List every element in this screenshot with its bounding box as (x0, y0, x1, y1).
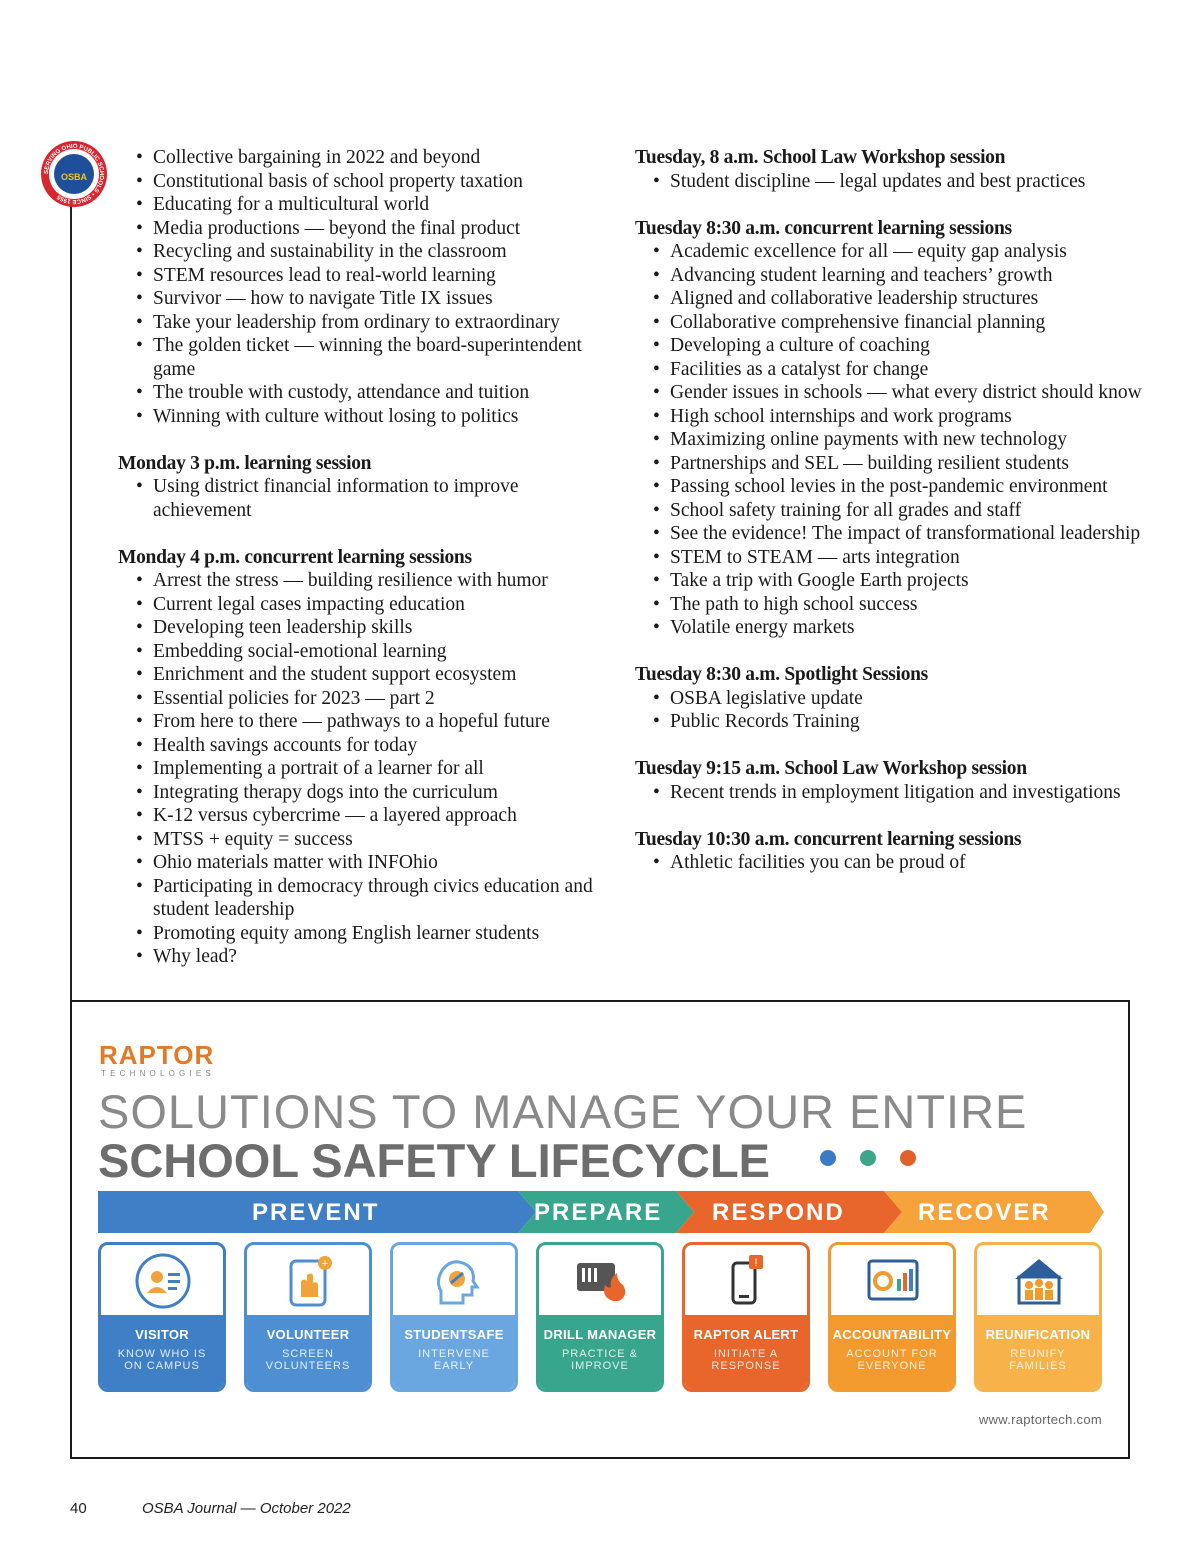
accent-dot-orange (900, 1150, 916, 1166)
journal-title: OSBA Journal — October 2022 (142, 1500, 351, 1517)
list-item: • Using district financial information to improve achievement (118, 475, 608, 522)
left-column (118, 146, 608, 992)
list-item: • Aligned and collaborative leadership structures (635, 287, 1145, 311)
session-section (635, 828, 1145, 875)
card-subtitle: KNOW WHO IS ON CAMPUS (117, 1348, 207, 1372)
list-item: • The trouble with custody, attendance and tuition (118, 381, 608, 405)
phase-label-respond: RESPOND (712, 1199, 845, 1226)
list-item: • Health savings accounts for today (118, 734, 608, 758)
list-item: • Educating for a multicultural world (118, 193, 608, 217)
right-column (635, 146, 1145, 898)
phase-label-recover: RECOVER (918, 1199, 1051, 1226)
card-title: STUDENTSAFE (404, 1327, 504, 1342)
list-item: • Advancing student learning and teachers’ growth (635, 264, 1145, 288)
card-title: VOLUNTEER (266, 1327, 350, 1342)
list-item: • Take your leadership from ordinary to extraordinary (118, 311, 608, 335)
list-item: • Academic excellence for all — equity gap analysis (635, 240, 1145, 264)
list-item: • Athletic facilities you can be proud of (635, 851, 1145, 875)
card-title: DRILL MANAGER (543, 1327, 657, 1342)
list-item: • Recent trends in employment litigation and investigations (635, 781, 1145, 805)
product-card (536, 1242, 664, 1392)
session-list (635, 687, 1145, 734)
card-title: RAPTOR ALERT (693, 1327, 799, 1342)
card-subtitle: PRACTICE & IMPROVE (561, 1348, 638, 1372)
session-heading: Tuesday 10:30 a.m. concurrent learning sessions (635, 828, 1022, 850)
alert-phone-icon (719, 1253, 775, 1309)
product-card (682, 1242, 810, 1392)
card-title: REUNIFICATION (985, 1327, 1091, 1342)
list-item: • Student discipline — legal updates and best practices (635, 170, 1145, 194)
list-item: • Collective bargaining in 2022 and beyond (118, 146, 608, 170)
raptor-advertisement (70, 1000, 1130, 1459)
list-item: • Participating in democracy through civics education and student leadership (118, 875, 608, 922)
list-item: • The golden ticket — winning the board-superintendent game (118, 334, 608, 381)
svg-text:OSBA: OSBA (60, 172, 88, 182)
product-card (974, 1242, 1102, 1392)
list-item: • Facilities as a catalyst for change (635, 358, 1145, 382)
list-item: • Public Records Training (635, 710, 1145, 734)
list-item: • Promoting equity among English learner students (118, 922, 608, 946)
list-item: • Developing teen leadership skills (118, 616, 608, 640)
list-item: • Winning with culture without losing to politics (118, 405, 608, 429)
list-item: • Collaborative comprehensive financial planning (635, 311, 1145, 335)
svg-text:SERVING OHIO PUBLIC SCHOOLS •: SERVING OHIO PUBLIC SCHOOLS • SINCE 1955 (43, 143, 105, 205)
list-item: • Gender issues in schools — what every district should know (635, 381, 1145, 405)
card-subtitle: INTERVENE EARLY (418, 1348, 490, 1372)
brand-logo: RAPTOR (99, 1040, 215, 1070)
list-item: • OSBA legislative update (635, 687, 1145, 711)
list-item: • Media productions — beyond the final product (118, 217, 608, 241)
dashboard-chart-icon (865, 1253, 921, 1309)
card-subtitle: INITIATE A RESPONSE (711, 1348, 781, 1372)
list-item: • Volatile energy markets (635, 616, 1145, 640)
list-item: • Take a trip with Google Earth projects (635, 569, 1145, 593)
list-item: • High school internships and work programs (635, 405, 1145, 429)
phase-label-prepare: PREPARE (534, 1199, 663, 1226)
session-list (635, 240, 1145, 640)
session-section (635, 757, 1145, 804)
osba-seal-logo (40, 140, 108, 208)
ad-headline-line1: SOLUTIONS TO MANAGE YOUR ENTIRE (98, 1085, 1028, 1138)
session-list (118, 146, 608, 428)
list-item: • STEM to STEAM — arts integration (635, 546, 1145, 570)
card-title: VISITOR (135, 1327, 189, 1342)
student-head-icon (427, 1253, 483, 1309)
list-item: • School safety training for all grades and staff (635, 499, 1145, 523)
phase-label-prevent: PREVENT (252, 1199, 380, 1226)
list-item: • K-12 versus cybercrime — a layered approach (118, 804, 608, 828)
list-item: • Developing a culture of coaching (635, 334, 1145, 358)
ad-headline-line2: SCHOOL SAFETY LIFECYCLE (98, 1134, 770, 1187)
card-subtitle: ACCOUNT FOR EVERYONE (846, 1348, 938, 1372)
session-section (118, 452, 608, 523)
list-item: • Maximizing online payments with new technology (635, 428, 1145, 452)
page-rule (70, 185, 72, 1000)
session-heading: Tuesday 9:15 a.m. School Law Workshop session (635, 758, 1027, 779)
session-section (635, 217, 1145, 640)
accent-dot-blue (820, 1150, 836, 1166)
session-list (118, 475, 608, 522)
family-house-icon (1011, 1253, 1067, 1309)
session-heading: Tuesday 8:30 a.m. Spotlight Sessions (635, 664, 928, 685)
card-title: ACCOUNTABILITY (832, 1327, 952, 1342)
session-section (635, 663, 1145, 734)
session-heading: Tuesday, 8 a.m. School Law Workshop session (635, 147, 1006, 168)
list-item: • Essential policies for 2023 — part 2 (118, 687, 608, 711)
list-item: • Partnerships and SEL — building resilient students (635, 452, 1145, 476)
list-item: • Survivor — how to navigate Title IX issues (118, 287, 608, 311)
session-list (635, 781, 1145, 805)
product-card (828, 1242, 956, 1392)
list-item: • The path to high school success (635, 593, 1145, 617)
drill-fire-icon (573, 1253, 629, 1309)
session-list (635, 851, 1145, 875)
volunteer-hand-icon (281, 1253, 337, 1309)
svg-text:+: + (321, 1258, 329, 1270)
list-item: • Why lead? (118, 945, 608, 969)
session-heading: Monday 3 p.m. learning session (118, 452, 372, 474)
product-card (244, 1242, 372, 1392)
list-item: • Arrest the stress — building resilience with humor (118, 569, 608, 593)
list-item: • Constitutional basis of school property taxation (118, 170, 608, 194)
list-item: • Embedding social-emotional learning (118, 640, 608, 664)
session-list (118, 569, 608, 969)
ad-url: www.raptortech.com (978, 1412, 1102, 1427)
page-number: 40 (70, 1500, 87, 1517)
list-item: • Enrichment and the student support ecosystem (118, 663, 608, 687)
accent-dot-green (860, 1150, 876, 1166)
card-subtitle: REUNIFY FAMILIES (1009, 1348, 1067, 1372)
brand-subtitle: TECHNOLOGIES (101, 1069, 215, 1078)
list-item: • Recycling and sustainability in the classroom (118, 240, 608, 264)
product-card (390, 1242, 518, 1392)
list-item: • Integrating therapy dogs into the curriculum (118, 781, 608, 805)
session-heading: Tuesday 8:30 a.m. concurrent learning sessions (635, 217, 1012, 239)
visitor-badge-icon (135, 1253, 191, 1309)
session-section (118, 546, 608, 969)
list-item: • See the evidence! The impact of transformational leadership (635, 522, 1145, 546)
card-subtitle: SCREEN VOLUNTEERS (265, 1348, 351, 1372)
session-section (635, 146, 1145, 193)
list-item: • STEM resources lead to real-world learning (118, 264, 608, 288)
session-heading: Monday 4 p.m. concurrent learning sessions (118, 546, 472, 568)
list-item: • Current legal cases impacting education (118, 593, 608, 617)
list-item: • From here to there — pathways to a hopeful future (118, 710, 608, 734)
list-item: • Ohio materials matter with INFOhio (118, 851, 608, 875)
left-intro-section (118, 146, 608, 428)
list-item: • MTSS + equity = success (118, 828, 608, 852)
session-list (635, 170, 1145, 194)
product-card (98, 1242, 226, 1392)
svg-text:!: ! (754, 1257, 758, 1269)
list-item: • Passing school levies in the post-pandemic environment (635, 475, 1145, 499)
list-item: • Implementing a portrait of a learner for all (118, 757, 608, 781)
